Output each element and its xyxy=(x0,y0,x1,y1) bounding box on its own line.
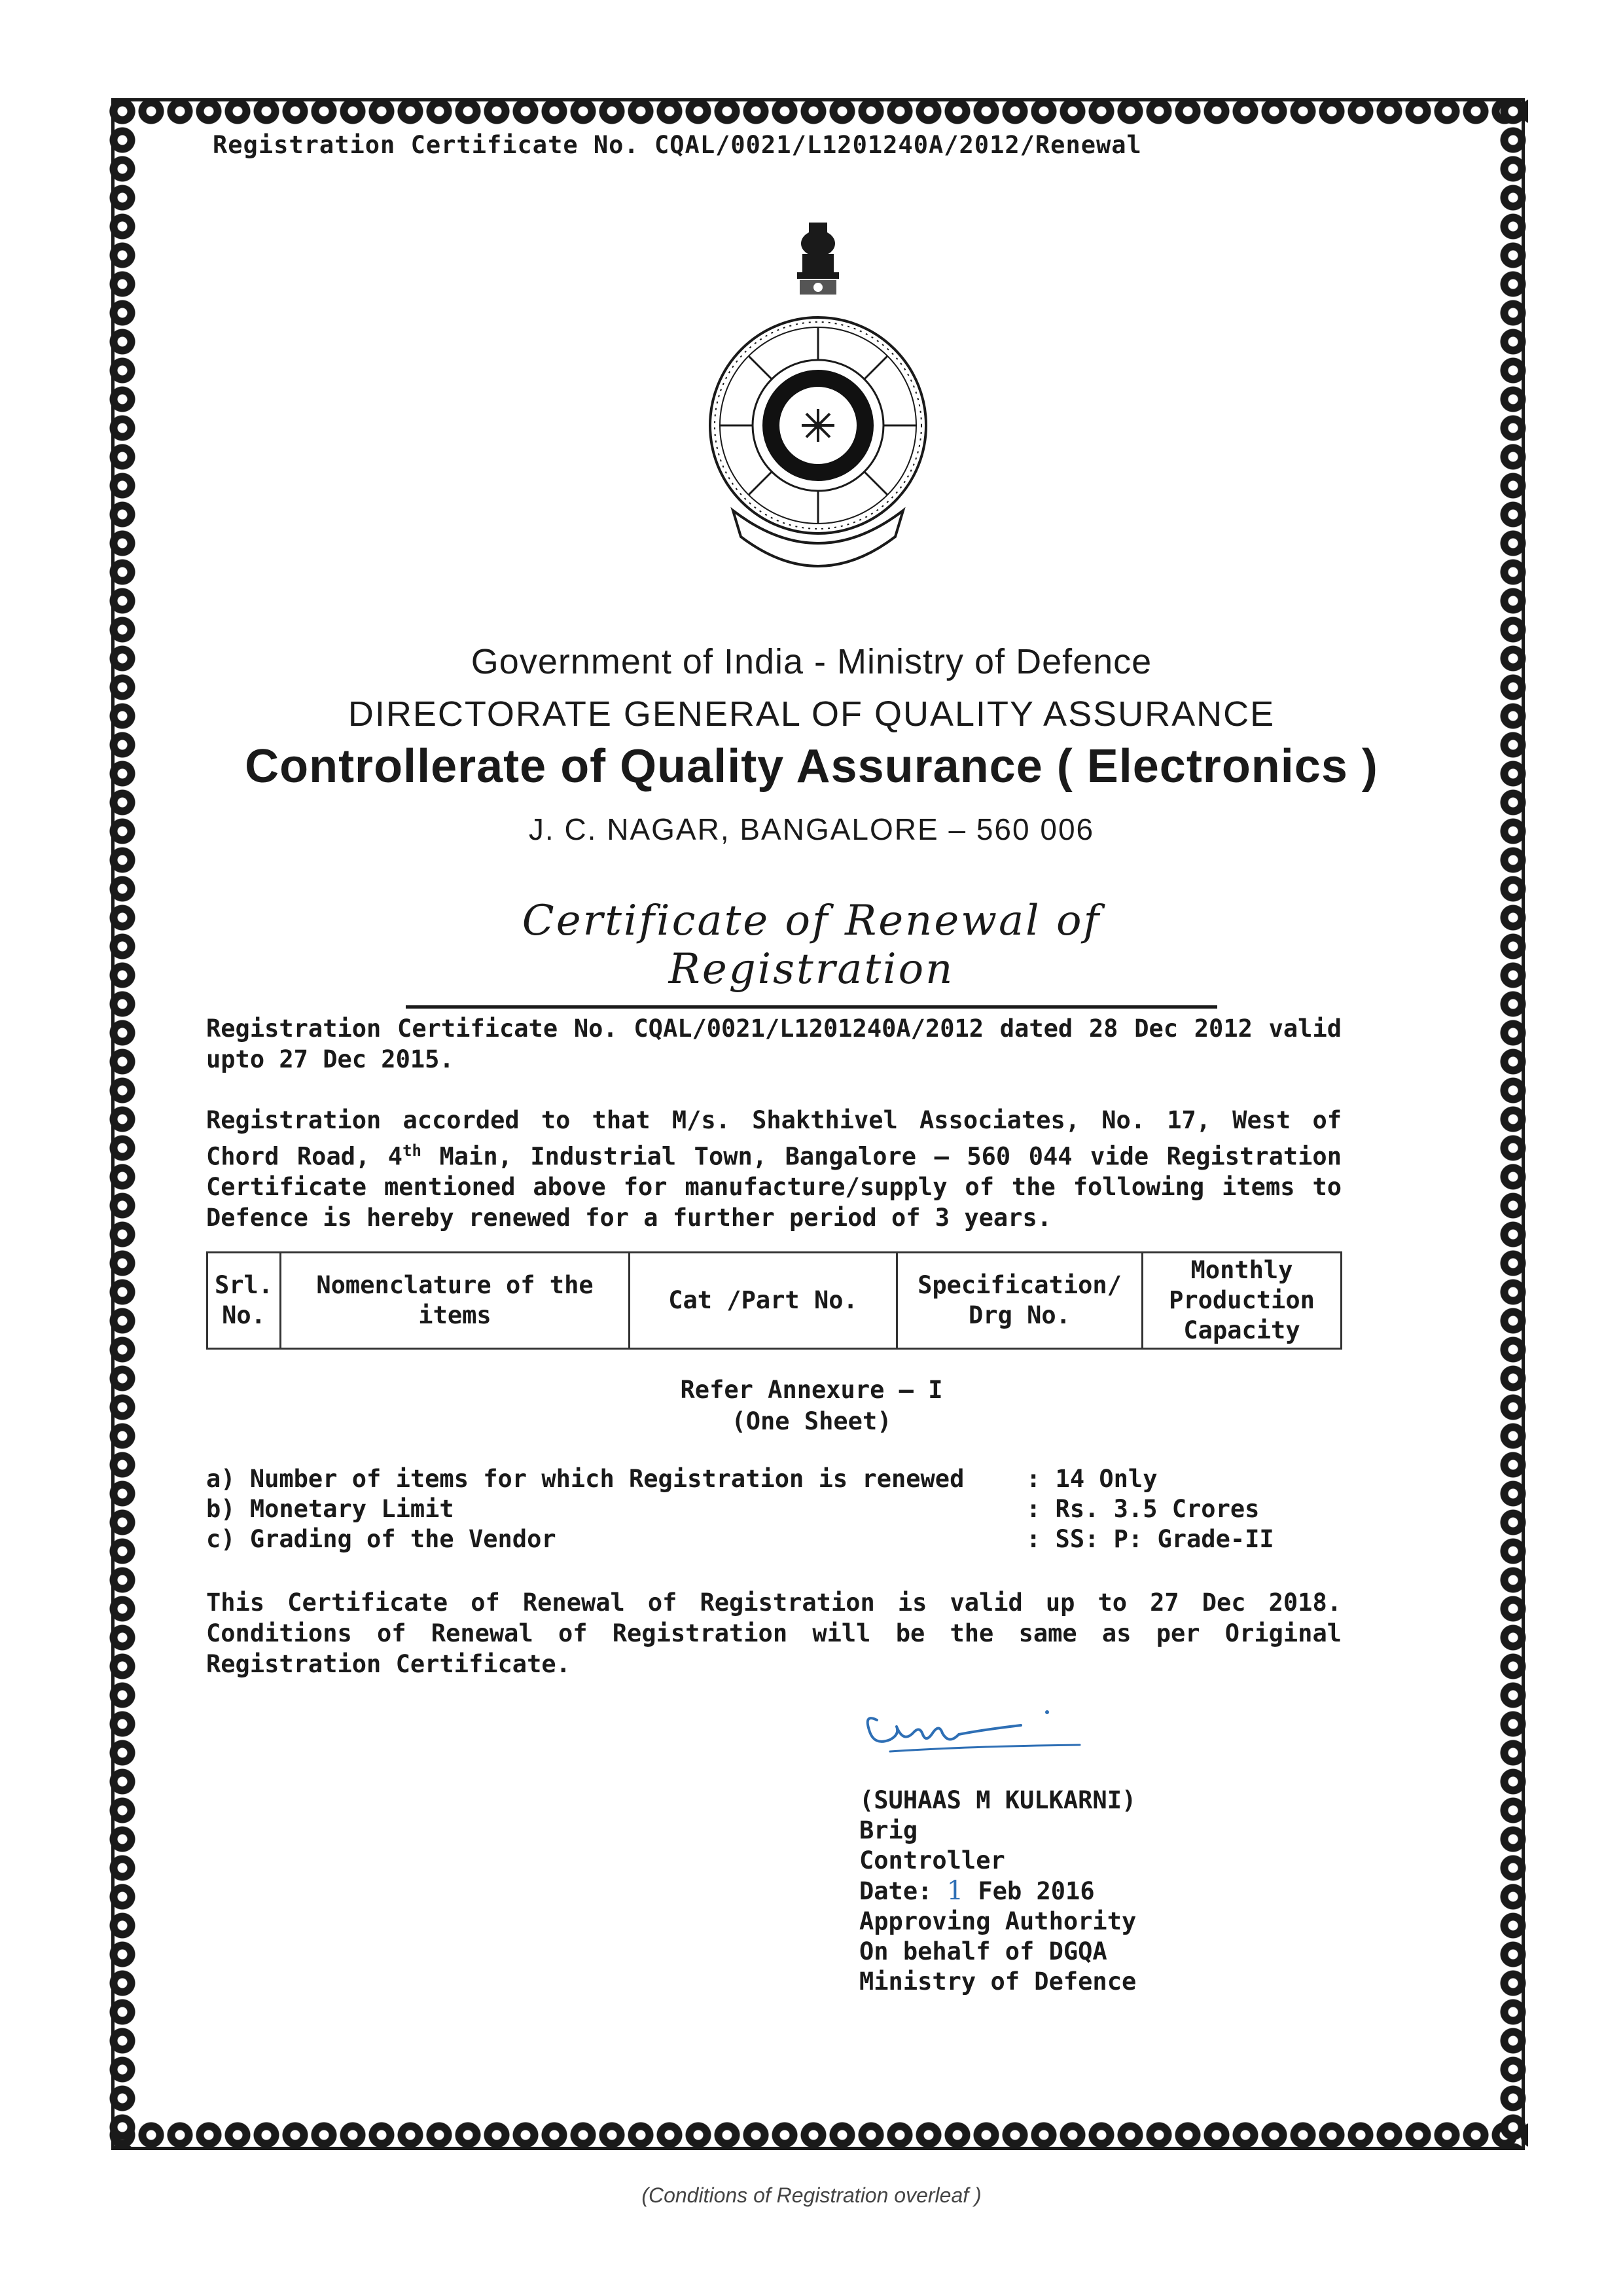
table-header-capacity: Monthly Production Capacity xyxy=(1143,1253,1342,1349)
org-line-government: Government of India - Ministry of Defence xyxy=(471,642,1152,681)
paragraph-renewal-superscript: th xyxy=(402,1141,421,1160)
paragraph-original-registration: Registration Certificate No. CQAL/0021/L1201240A/2012 dated 28 Dec 2012 valid upto 27 Dec 2015. xyxy=(206,1014,1342,1073)
detail-value-monetary: : Rs. 3.5 Crores xyxy=(1026,1495,1260,1523)
table-header-row xyxy=(207,1253,1342,1349)
detail-value-items: : 14 Only xyxy=(1026,1465,1158,1493)
detail-label-items: a) Number of items for which Registration is renewed xyxy=(206,1465,965,1493)
annexure-reference: Refer Annexure – I xyxy=(680,1376,943,1404)
footer-note: (Conditions of Registration overleaf ) xyxy=(641,2183,982,2207)
certificate-title: Certificate of Renewal of Registration xyxy=(406,897,1217,1009)
signatory-rank: Brig xyxy=(859,1816,918,1844)
paragraph-renewal-part2: Main, Industrial Town, Bangalore – 560 044 vide Registration Certificate mentioned above for manufacture/supply of the following items to Defence is hereby renewed for a further period of 3 years. xyxy=(206,1142,1342,1232)
dgqa-emblem-icon xyxy=(687,209,949,602)
signatory-on-behalf: On behalf of DGQA xyxy=(859,1937,1107,1965)
table-header-srl: Srl. No. xyxy=(207,1253,281,1349)
date-day-handwritten: 1 xyxy=(946,1876,964,1906)
date-label: Date: xyxy=(859,1877,933,1905)
date-month-year: Feb 2016 xyxy=(978,1877,1095,1905)
org-line-address: J. C. NAGAR, BANGALORE – 560 006 xyxy=(528,812,1095,846)
items-table xyxy=(206,1251,1342,1350)
table-header-specification: Specification/ Drg No. xyxy=(897,1253,1143,1349)
detail-label-monetary: b) Monetary Limit xyxy=(206,1495,454,1523)
org-line-controllerate: Controllerate of Quality Assurance ( Electronics ) xyxy=(245,740,1378,793)
table-header-nomenclature: Nomenclature of the items xyxy=(281,1253,630,1349)
annexure-sheet-count: (One Sheet) xyxy=(731,1407,892,1435)
signatory-designation: Controller xyxy=(859,1846,1005,1874)
signatory-ministry: Ministry of Defence xyxy=(859,1967,1137,1996)
table-header-cat-part: Cat /Part No. xyxy=(630,1253,897,1349)
signatory-block xyxy=(859,1785,1136,1997)
handwritten-signature xyxy=(851,1694,1086,1766)
detail-label-grading: c) Grading of the Vendor xyxy=(206,1525,556,1553)
org-line-directorate: DIRECTORATE GENERAL OF QUALITY ASSURANCE xyxy=(348,694,1275,734)
registration-number-header: Registration Certificate No. CQAL/0021/L1201240A/2012/Renewal xyxy=(213,131,1142,159)
signature-date xyxy=(859,1876,1136,1907)
paragraph-renewal-accorded xyxy=(206,1105,1342,1233)
paragraph-validity: This Certificate of Renewal of Registration is valid up to 27 Dec 2018. Conditions of Renewal of Registration will be the same as per Original Registration Certificate. xyxy=(206,1588,1342,1678)
paragraph-renewal-part1: Registration accorded to that M/s. Shakthivel Associates, No. 17, West of Chord Road, 4 xyxy=(206,1106,1342,1171)
signatory-name: (SUHAAS M KULKARNI) xyxy=(859,1786,1137,1814)
signatory-authority: Approving Authority xyxy=(859,1907,1137,1935)
detail-value-grading: : SS: P: Grade-II xyxy=(1026,1525,1274,1553)
